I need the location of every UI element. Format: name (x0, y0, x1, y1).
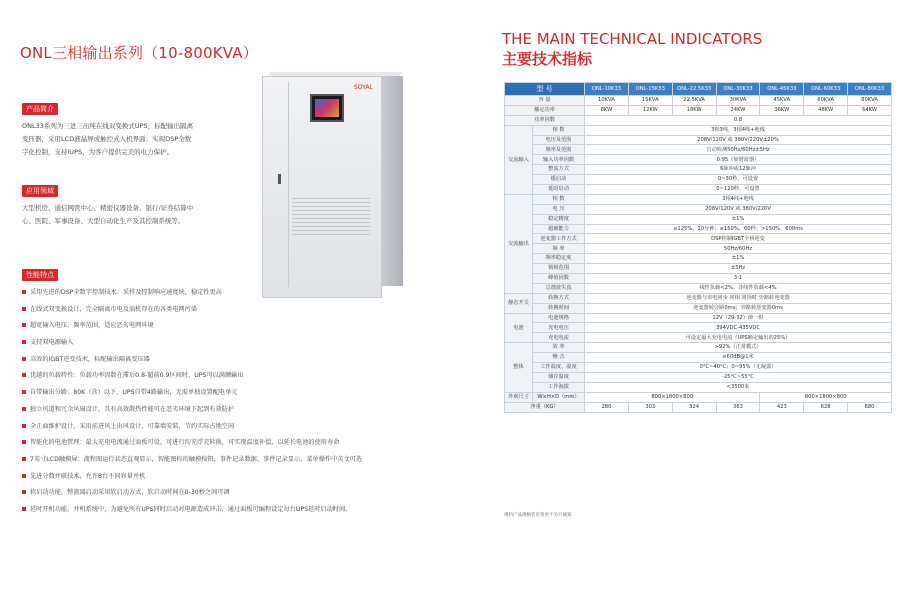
table-cell: 相 数 (533, 125, 585, 135)
table-row (505, 83, 892, 96)
table-cell: 208V/120V 或 380V/220V (585, 204, 892, 214)
features-section (22, 262, 422, 519)
table-cell: 延时启动 (533, 185, 585, 195)
table-cell: ±1% (585, 214, 892, 224)
table-cell: 工作温度、湿度 (533, 363, 585, 373)
table-row (505, 125, 892, 135)
table-cell: 额定功率 (505, 105, 585, 115)
table-cell: 频率及范围 (533, 145, 585, 155)
list-item: 自带输出分路：80K（含）以下，UPS自带4路输出，无需单独设置配电单元 (22, 385, 422, 402)
table-cell: 3相4线+地线 (585, 194, 892, 204)
table-cell: 15KVA (628, 96, 672, 106)
table-row (505, 382, 892, 392)
table-row (505, 155, 892, 165)
table-cell: 12V（29-32）節一组 (585, 313, 892, 323)
product-intro-text: ONL33系列为三进三出纯在线双变换式UPS，标配输出隔离 变压器，采用LCD液晶屏或触控式人机界面；实现DSP全数 字化控制，支持iUPS，为客户提供完美的电力保护。 (22, 122, 194, 156)
table-cell: 12KW (628, 105, 672, 115)
table-cell: 394VDC-435VDC (585, 323, 892, 333)
table-row (505, 145, 892, 155)
table-cell: 303 (628, 402, 672, 412)
table-cell: 800×1800×800 (585, 392, 760, 402)
cabinet-logo: SOYAL (354, 84, 373, 91)
table-row (505, 333, 892, 343)
table-cell: 8KW (585, 105, 629, 115)
table-cell: ONL-15K33 (628, 83, 672, 96)
table-cell: >92%（正常模式） (585, 343, 892, 353)
table-cell: 3相3线，3相4线+地线 (585, 125, 892, 135)
list-item: 独立风道和冗余风扇设计，具有高效散热性能可在恶劣环境下起到有效防护 (22, 402, 422, 419)
lcd-screen-icon (310, 94, 344, 122)
table-row (505, 343, 892, 353)
table-row (505, 234, 892, 244)
table-cell: 自动检测50Hz/60Hz±5Hz (585, 145, 892, 155)
table-cell: ONL-45K33 (760, 83, 804, 96)
list-item: 软启动功能，整流器启动采用软启动方式，软启动时间在0-30秒之间可调 (22, 485, 422, 502)
table-row (505, 115, 892, 125)
table-cell: 0.8 (585, 115, 892, 125)
list-item: 优越的负载特性：负载功率因数在滞后0.8-超前0.9区间时，UPS可以满额输出 (22, 368, 422, 385)
table-cell: 324 (672, 402, 716, 412)
application-text: 大型机房、通信网管中心、精密仪器设备、银行/证券结算中 心、医院、军事设备、大型自动化生产及其控制系统等。 (22, 204, 194, 225)
table-cell: 280 (585, 402, 629, 412)
table-row (505, 254, 892, 264)
table-cell: 缓启动 (533, 175, 585, 185)
table-cell: ONL-22.5K33 (672, 83, 716, 96)
table-cell: 噪 音 (533, 353, 585, 363)
table-row (505, 214, 892, 224)
table-cell: 线性负载<2%；非线性负载<4% (585, 283, 892, 293)
list-item: 在线式双变换设计，完全隔离市电及油机存在的各类电网污染 (22, 302, 422, 319)
table-cell: 22.5KVA (672, 96, 716, 106)
list-item: 先进分数并联技术，允许8台不同容量并机 (22, 469, 422, 486)
table-cell: 18KW (672, 105, 716, 115)
table-cell: W×H×D（mm） (533, 392, 585, 402)
table-cell: 逆变器与市电同步 同相 同顶时 旁路转逆变器 (585, 293, 892, 303)
table-cell: 电压及范围 (533, 135, 585, 145)
table-cell: 总谐波失真 (533, 283, 585, 293)
table-cell: 充电电压 (533, 323, 585, 333)
table-cell: 静态开关 (505, 293, 533, 313)
table-cell: 储存温度 (533, 372, 585, 382)
table-cell: 转换方式 (533, 293, 585, 303)
list-item: 超宽输入电压、频率范围，适应恶劣电网环境 (22, 318, 422, 335)
table-cell: 电 压 (533, 204, 585, 214)
table-cell: ONL-10K33 (585, 83, 629, 96)
table-cell: 整流方式 (533, 165, 585, 175)
table-row (505, 244, 892, 254)
table-cell: 效 率 (533, 343, 585, 353)
table-cell: 容 量 (505, 96, 585, 106)
table-cell: 30KVA (716, 96, 760, 106)
table-row (505, 283, 892, 293)
table-cell: 423 (760, 402, 804, 412)
table-cell: ≤60dB@1米 (585, 353, 892, 363)
table-row (505, 313, 892, 323)
table-cell: 交流输入 (505, 125, 533, 194)
table-row (505, 303, 892, 313)
table-cell: 电池 (505, 313, 533, 343)
table-row (505, 175, 892, 185)
list-item: 高效的IGBT逆变技术，标配输出隔离变压器 (22, 352, 422, 369)
table-cell: 型 号 (505, 83, 585, 96)
table-cell: <3500米 (585, 382, 892, 392)
spec-table (504, 82, 892, 413)
table-cell: 680 (848, 402, 892, 412)
table-row (505, 96, 892, 106)
table-cell: 45KVA (760, 96, 804, 106)
list-item: 采用先进的DSP全数字控制技术：采样及控制响应速度快，稳定性更高 (22, 285, 422, 302)
table-row (505, 402, 892, 412)
table-cell: 外观尺寸 (505, 392, 533, 402)
table-cell: 3:1 (585, 274, 892, 284)
table-cell: ≤125%，10分钟；≤150%，60秒；>150%，600ms (585, 224, 892, 234)
table-cell: 24KW (716, 105, 760, 115)
table-cell: 363 (716, 402, 760, 412)
table-row (505, 293, 892, 303)
table-cell: 锁相范围 (533, 264, 585, 274)
table-cell: ±1% (585, 254, 892, 264)
table-row (505, 264, 892, 274)
table-cell: 转换时间 (533, 303, 585, 313)
table-cell: DSP控制IGBT全桥逆变 (585, 234, 892, 244)
table-cell: 0~120秒，可设置 (585, 185, 892, 195)
table-cell: 628 (804, 402, 848, 412)
table-cell: 10KVA (585, 96, 629, 106)
table-cell: 功率因数 (505, 115, 585, 125)
table-cell: ONL-30K33 (716, 83, 760, 96)
table-cell: 6脉冲或12脉冲 (585, 165, 892, 175)
table-cell: 相 数 (533, 194, 585, 204)
table-row (505, 274, 892, 284)
page-title-en: THE MAIN TECHNICAL INDICATORS (502, 30, 763, 48)
table-row (505, 372, 892, 382)
table-row (505, 353, 892, 363)
application-tag: 应用领域 (22, 185, 58, 197)
list-item: 智能化的电池管理：最大充电电流通过面板可设，可进行均充浮充转换，可实现温度补偿，以延长电池的使用寿命 (22, 435, 422, 452)
table-cell: 交流输出 (505, 194, 533, 293)
table-row (505, 194, 892, 204)
table-row (505, 135, 892, 145)
table-row (505, 363, 892, 373)
table-row (505, 105, 892, 115)
table-cell: 频 率 (533, 244, 585, 254)
application-section (22, 178, 222, 228)
product-intro-section (22, 96, 222, 159)
footnote: 规约产品规格若有变更不另行通知 (504, 513, 572, 518)
table-cell: 50Hz/60Hz (585, 244, 892, 254)
table-row (505, 224, 892, 234)
page-title-left: ONL三相输出系列（10-800KVA） (20, 44, 258, 62)
table-row (505, 392, 892, 402)
table-row (505, 323, 892, 333)
table-cell: ±5Hz (585, 264, 892, 274)
table-cell: 超载能力 (533, 224, 585, 234)
table-cell: 60KVA (804, 96, 848, 106)
list-item: 支持双电源输入 (22, 335, 422, 352)
table-cell: ONL-60K33 (804, 83, 848, 96)
right-page (450, 0, 900, 600)
table-cell: 充电电流 (533, 333, 585, 343)
table-cell: 工作海拔 (533, 382, 585, 392)
table-cell: 0~30秒，可设置 (585, 175, 892, 185)
table-cell: 峰值因数 (533, 274, 585, 284)
table-cell: 稳定精度 (533, 214, 585, 224)
table-cell: 可设定最大充电电流（UPS额定输出的25%） (585, 333, 892, 343)
table-cell: 48KW (804, 105, 848, 115)
table-row (505, 165, 892, 175)
features-list (22, 285, 422, 519)
table-cell: 208V/120V 或 380V/220V±20% (585, 135, 892, 145)
table-cell: 电池规格 (533, 313, 585, 323)
table-cell: 净重（KG） (505, 402, 585, 412)
table-cell: 0°C~40°C；0~95%（无凝露） (585, 363, 892, 373)
table-cell: -25°C~55°C (585, 372, 892, 382)
table-row (505, 185, 892, 195)
table-cell: 频率稳定度 (533, 254, 585, 264)
product-intro-tag: 产品简介 (22, 103, 58, 115)
list-item: 延时开机功能，并机系统中，为避免所有UPS同时启动对电源造成冲击，通过面板可编程设定每台UPS延时启动时间。 (22, 502, 422, 519)
list-item: 全正面维护设计，采用前进风上出风设计，可靠墙安装，节约实际占地空间 (22, 419, 422, 436)
table-cell: 输入功率因数 (533, 155, 585, 165)
table-row (505, 204, 892, 214)
ups-cabinet-image (262, 72, 408, 300)
table-cell: 0.95（加谐波器） (585, 155, 892, 165)
table-cell: 64KW (848, 105, 892, 115)
page-title-cn: 主要技术指标 (502, 50, 593, 68)
table-cell: 逆变器工作方式 (533, 234, 585, 244)
table-cell: 36KW (760, 105, 804, 115)
table-cell: 逆变器转旁路0ms；旁路转逆变器0ms (585, 303, 892, 313)
table-cell: 800×1800×800 (760, 392, 892, 402)
features-tag: 性能特点 (22, 269, 58, 281)
list-item: 7英寸LCD触摸屏：流程图运行状态直观显示，智能图标的触摸按钮，事件记录数据、事件记录显示，菜单操作中英文可选 (22, 452, 422, 469)
table-cell: 整体 (505, 343, 533, 392)
table-cell: 80KVA (848, 96, 892, 106)
table-cell: ONL-80K33 (848, 83, 892, 96)
